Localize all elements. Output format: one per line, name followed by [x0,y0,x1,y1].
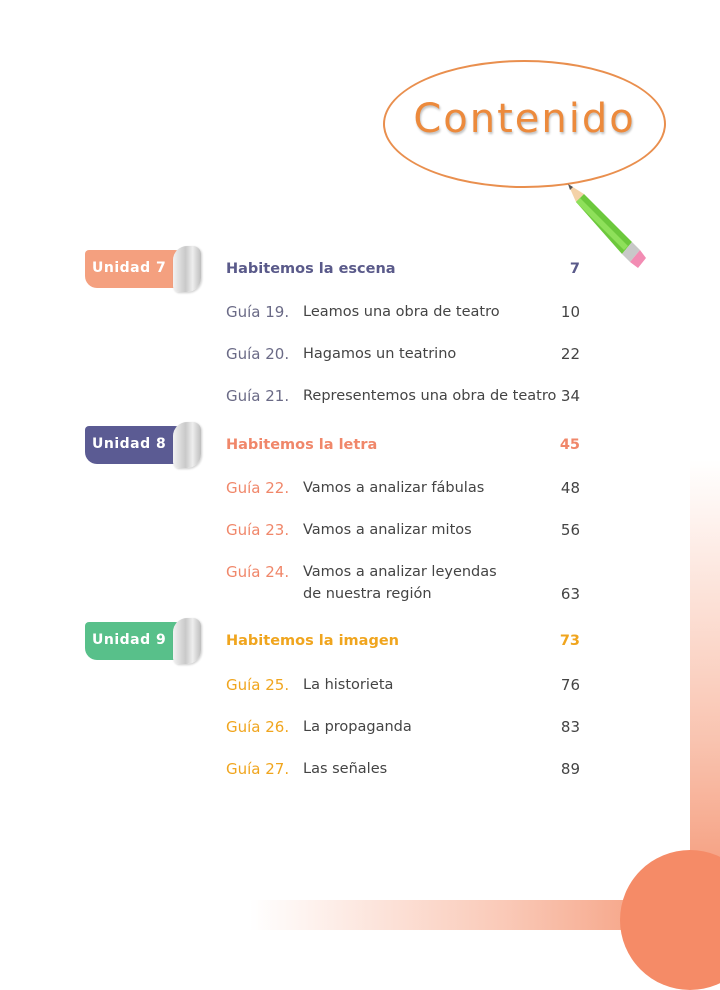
guide-20-page: 22 [560,345,580,363]
guide-19-title[interactable]: Leamos una obra de teatro [303,304,500,320]
guide-27-page: 89 [560,760,580,778]
unit-8-tab [85,420,205,472]
unit-9-tab-label: Unidad 9 [92,632,167,648]
guide-26-number: Guía 26. [226,718,290,736]
guide-23-page: 56 [560,521,580,539]
unit-9-tab [85,616,205,668]
unit-9-heading[interactable]: Habitemos la imagen [226,633,399,649]
page-curl-icon [173,422,201,468]
page-title: Contenido [413,96,636,142]
unit-8-heading[interactable]: Habitemos la letra [226,437,378,453]
guide-24-number: Guía 24. [226,563,290,581]
guide-23-number: Guía 23. [226,521,290,539]
guide-21-number: Guía 21. [226,387,290,405]
guide-24-title[interactable]: Vamos a analizar leyendas [303,564,497,580]
guide-25-page: 76 [560,676,580,694]
unit-8-tab-label: Unidad 8 [92,436,167,452]
guide-27-title[interactable]: Las señales [303,761,388,777]
guide-20-number: Guía 20. [226,345,290,363]
guide-25-number: Guía 25. [226,676,290,694]
guide-19-page: 10 [560,303,580,321]
guide-22-number: Guía 22. [226,479,290,497]
guide-22-title[interactable]: Vamos a analizar fábulas [303,480,485,496]
guide-22-page: 48 [560,479,580,497]
guide-21-page: 34 [560,387,580,405]
guide-19-number: Guía 19. [226,303,290,321]
guide-23-title[interactable]: Vamos a analizar mitos [303,522,472,538]
unit-7-tab-label: Unidad 7 [92,260,167,276]
corner-decoration [620,850,720,990]
guide-24-title-line2[interactable]: de nuestra región [303,586,432,602]
unit-7-page: 7 [569,261,580,277]
unit-7-heading[interactable]: Habitemos la escena [226,261,396,277]
unit-9-page: 73 [559,633,580,649]
page-curl-icon [173,618,201,664]
unit-8-page: 45 [559,437,580,453]
unit-7-tab [85,244,205,296]
guide-27-number: Guía 27. [226,760,290,778]
guide-21-title[interactable]: Representemos una obra de teatro [303,388,557,404]
guide-24-page: 63 [560,585,580,603]
guide-26-page: 83 [560,718,580,736]
guide-26-title[interactable]: La propaganda [303,719,412,735]
page-curl-icon [173,246,201,292]
guide-25-title[interactable]: La historieta [303,677,394,693]
guide-20-title[interactable]: Hagamos un teatrino [303,346,457,362]
